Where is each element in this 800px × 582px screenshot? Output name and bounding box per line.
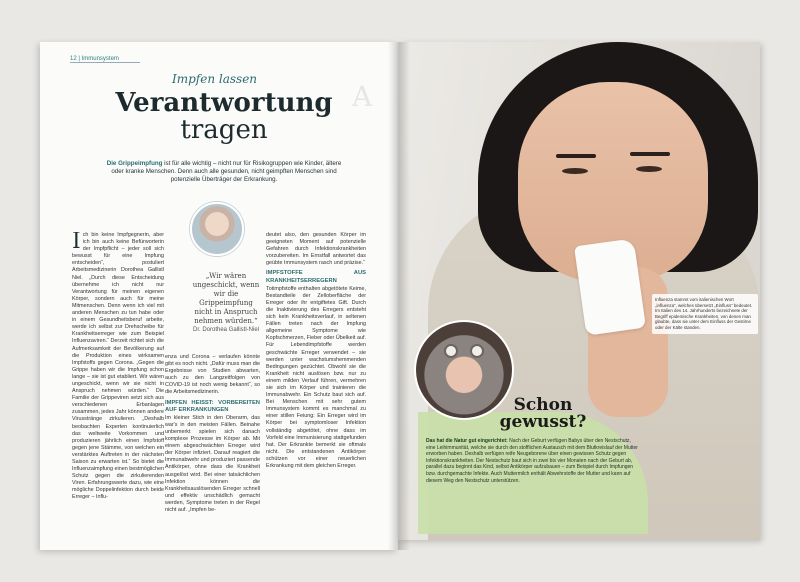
headline-line-1: Verantwortung [115, 88, 333, 118]
owl-hat-right-eye [470, 344, 484, 358]
fact-box-body: Nach der Geburt verfügen Babys über den Nestschutz, eine Leihimmunität, welche sie durch den stofflichen Austausch mit dem Blutkreislauf der Mutter erworben haben. Deshalb verfügen reife Neugeborene über einen gewissen Schutz gegen Infektionskrankheiten. Der Nestschutz baut sich in zwei bis vier Monaten nach der Geburt ab, parallel dazu beginnt das Kind, selbst Antikörper aufzubauen – zum Beispiel durch Impfungen bzw. durchgemachte Infekte. Auch Muttermilch enthält Abwehrstoffe der Mutter und kann auf diesem Weg den Nestschutz unterstützen. [426, 438, 638, 484]
text-column-1 [72, 232, 164, 532]
column-2-text: enza und Corona – verlaufen könnte gibt es noch nicht. „Dafür muss man die Ergebnisse von Studien abwarten, auch zu den Langzeitfolgen von COVID-19 ist noch wenig bekannt“, so die Arbeitsmedizinerin. [165, 354, 260, 396]
quote-author: Dr. Dorothea Gallistl-Niel [192, 327, 260, 333]
lead-bold: Die Grippeimpfung [106, 160, 163, 167]
right-eyebrow [630, 152, 670, 156]
fact-box-title: Schon gewusst? [499, 395, 587, 432]
owl-hat-left-eye [444, 344, 458, 358]
left-page [40, 42, 398, 550]
photo-tissue [574, 238, 646, 335]
magazine-spread [40, 42, 760, 550]
text-column-3 [266, 232, 366, 532]
left-eyebrow [556, 154, 596, 158]
column-2-subhead: IMPFEN HEISST: VORBEREITEN AUF ERKRANKUNGEN [165, 399, 260, 413]
article-kicker: Impfen lassen [172, 72, 258, 86]
article-lead [100, 160, 348, 184]
drop-cap: I [72, 232, 81, 254]
pull-quote: „Wir wären ungeschickt, wenn wir die Grippeimpfung nicht in Anspruch nehmen würden.“ [192, 272, 260, 325]
right-page [398, 42, 760, 540]
column-1-text: ch bin keine Impfgegnerin, aber ich bin auch keine Befürworterin der Impfpflicht – jeder soll sich bewusst für eine Impfung entscheiden“, postuliert Arbeitsmedizinerin Dorothea Gallistl Niel. „Durch diese Entscheidung übernehme ich nicht nur Verantwortung für meinen eigenen Körper, sondern auch für meine Mitmenschen. Denn wenn ich viel mit anderen Menschen zu tun habe oder in einem Gesundheitsberuf arbeite, werde ich selbst zur Drehscheibe für Krankheitserreger wie zum Beispiel Influenzaviren.“ Derzeit richtet sich die Aufmerksamkeit der Bevölkerung auf die Produktion eines wirksamen Impfstoffs gegen Corona. „Gegen die Grippe haben wir die Impfung schon lange – sie ist gut etabliert. Wir wären ungeschickt, wenn wir sie nicht in Anspruch nehmen würden.“ Die Familie der Grippeviren setzt sich aus verschiedenen Erbanlagen zusammen, jedes Jahr können andere Virusstränge zirkulieren. „Deshalb beobachten Experten kontinuierlich das weltweite Vorkommen und produzieren jährlich einen Impfstoff gegen jene Stämme, von welchen ein verstärktes Auftreten in der nächsten Saison zu erwarten ist.“ So bietet die Influenzaimpfung einen bestmöglichen Schutz gegen die zirkulierenden Viren. Erfahrungswerte dazu, wie eine mögliche Doppelinfektion durch beide Erreger – Influ- [72, 232, 164, 501]
image-caption: Influenza stammt vom italienischen Wort „influenza“, welches übersetzt „Einfluss“ bedeutet. Im Italien des 14. Jahrhunderts bezeichnete der Begriff epidemische Krankheiten, von denen man glaubte, dass sie unter dem Einfluss der Gestirne oder der Kälte standen. [652, 294, 758, 334]
fact-box-text [426, 438, 640, 484]
headline-line-2: tragen [180, 115, 268, 145]
column-3-subhead: IMPFSTOFFE AUS KRANKHEITSERREGERN [266, 270, 366, 284]
spine-gutter [388, 42, 410, 550]
page-folio: 12 | Immunsystem [70, 56, 140, 63]
right-eye [636, 166, 662, 172]
column-3-text-2: Totimpfstoffe enthalten abgetötete Keime, Bestandteile der Zelloberfläche der Erreger oder ihr entgiftetes Gift. Durch die Inaktivierung des Erregers entsteht sich kein Krankheitsverlauf, in seltenen Fällen treten nach der Impfung allgemeine Symptome wie Kopfschmerzen, Fieber oder Übelkeit auf. Für Lebendimpfstoffe werden geschwächte Erreger verwendet – sie werden unter wachstumshemmenden Bedingungen gezüchtet. Obwohl sie die Krankheit nicht auslösen bzw. nur zu einem milden Verlauf führen, vermehren sie sich im Körper und trainieren die Immunabwehr. Ein Schutz baut sich auf. Bei Menschen mit sehr gutem Immunsystem kommt es manchmal zu einer stillen Feiung: Ein Erreger wird im Körper bei symptomloser Infektion vollständig abgetötet, ohne dass im Vorfeld eine Immunisierung stattgefunden hat. Der Erkrankte bemerkt sie oftmals nicht. Die entstandenen Antikörper schützen vor einer neuerlichen Erkrankung mit dem gleichen Erreger. [266, 285, 366, 469]
text-column-2 [165, 354, 260, 534]
column-3-text: deutet also, den gesunden Körper im geeigneten Moment auf potenzielle Gefahren durch Infektionskrankheiten vorzubereiten. Im Ernstfall antwortet das geübte Immunsystem rasch und präzise.“ [266, 232, 366, 267]
lead-text: ist für alle wichtig – nicht nur für Risikogruppen wie Kinder, ältere oder kranke Menschen. Denn auch alle gesunden, nicht geimpften Menschen sind potenzielle Überträger der Erkrankung. [111, 160, 342, 183]
column-2-text-2: Im kleiner Stich in den Oberarm, das war's in den meisten Fällen. Beinahe unbemerkt spielen sich danach komplexe Prozesse im Körper ab. Mit einem abgeschwächten Erreger wird der Körper infiziert. Darauf reagiert die Immunabwehr und produziert passende Antikörper, ohne dass die Krankheit ausgelöst wird. Bei einer tatsächlichen Infektion können die Krankheitsauslösenden Erreger schnell und effektiv unschädlich gemacht werden, Symptome treten in der Regel nicht auf. „Impfen be- [165, 414, 260, 513]
expert-portrait [190, 202, 244, 256]
decorative-letter: A [352, 80, 373, 113]
left-eye [562, 168, 588, 174]
fact-box-lead: Das hat die Natur gut eingerichtet: [426, 438, 508, 444]
article-headline [106, 90, 342, 144]
